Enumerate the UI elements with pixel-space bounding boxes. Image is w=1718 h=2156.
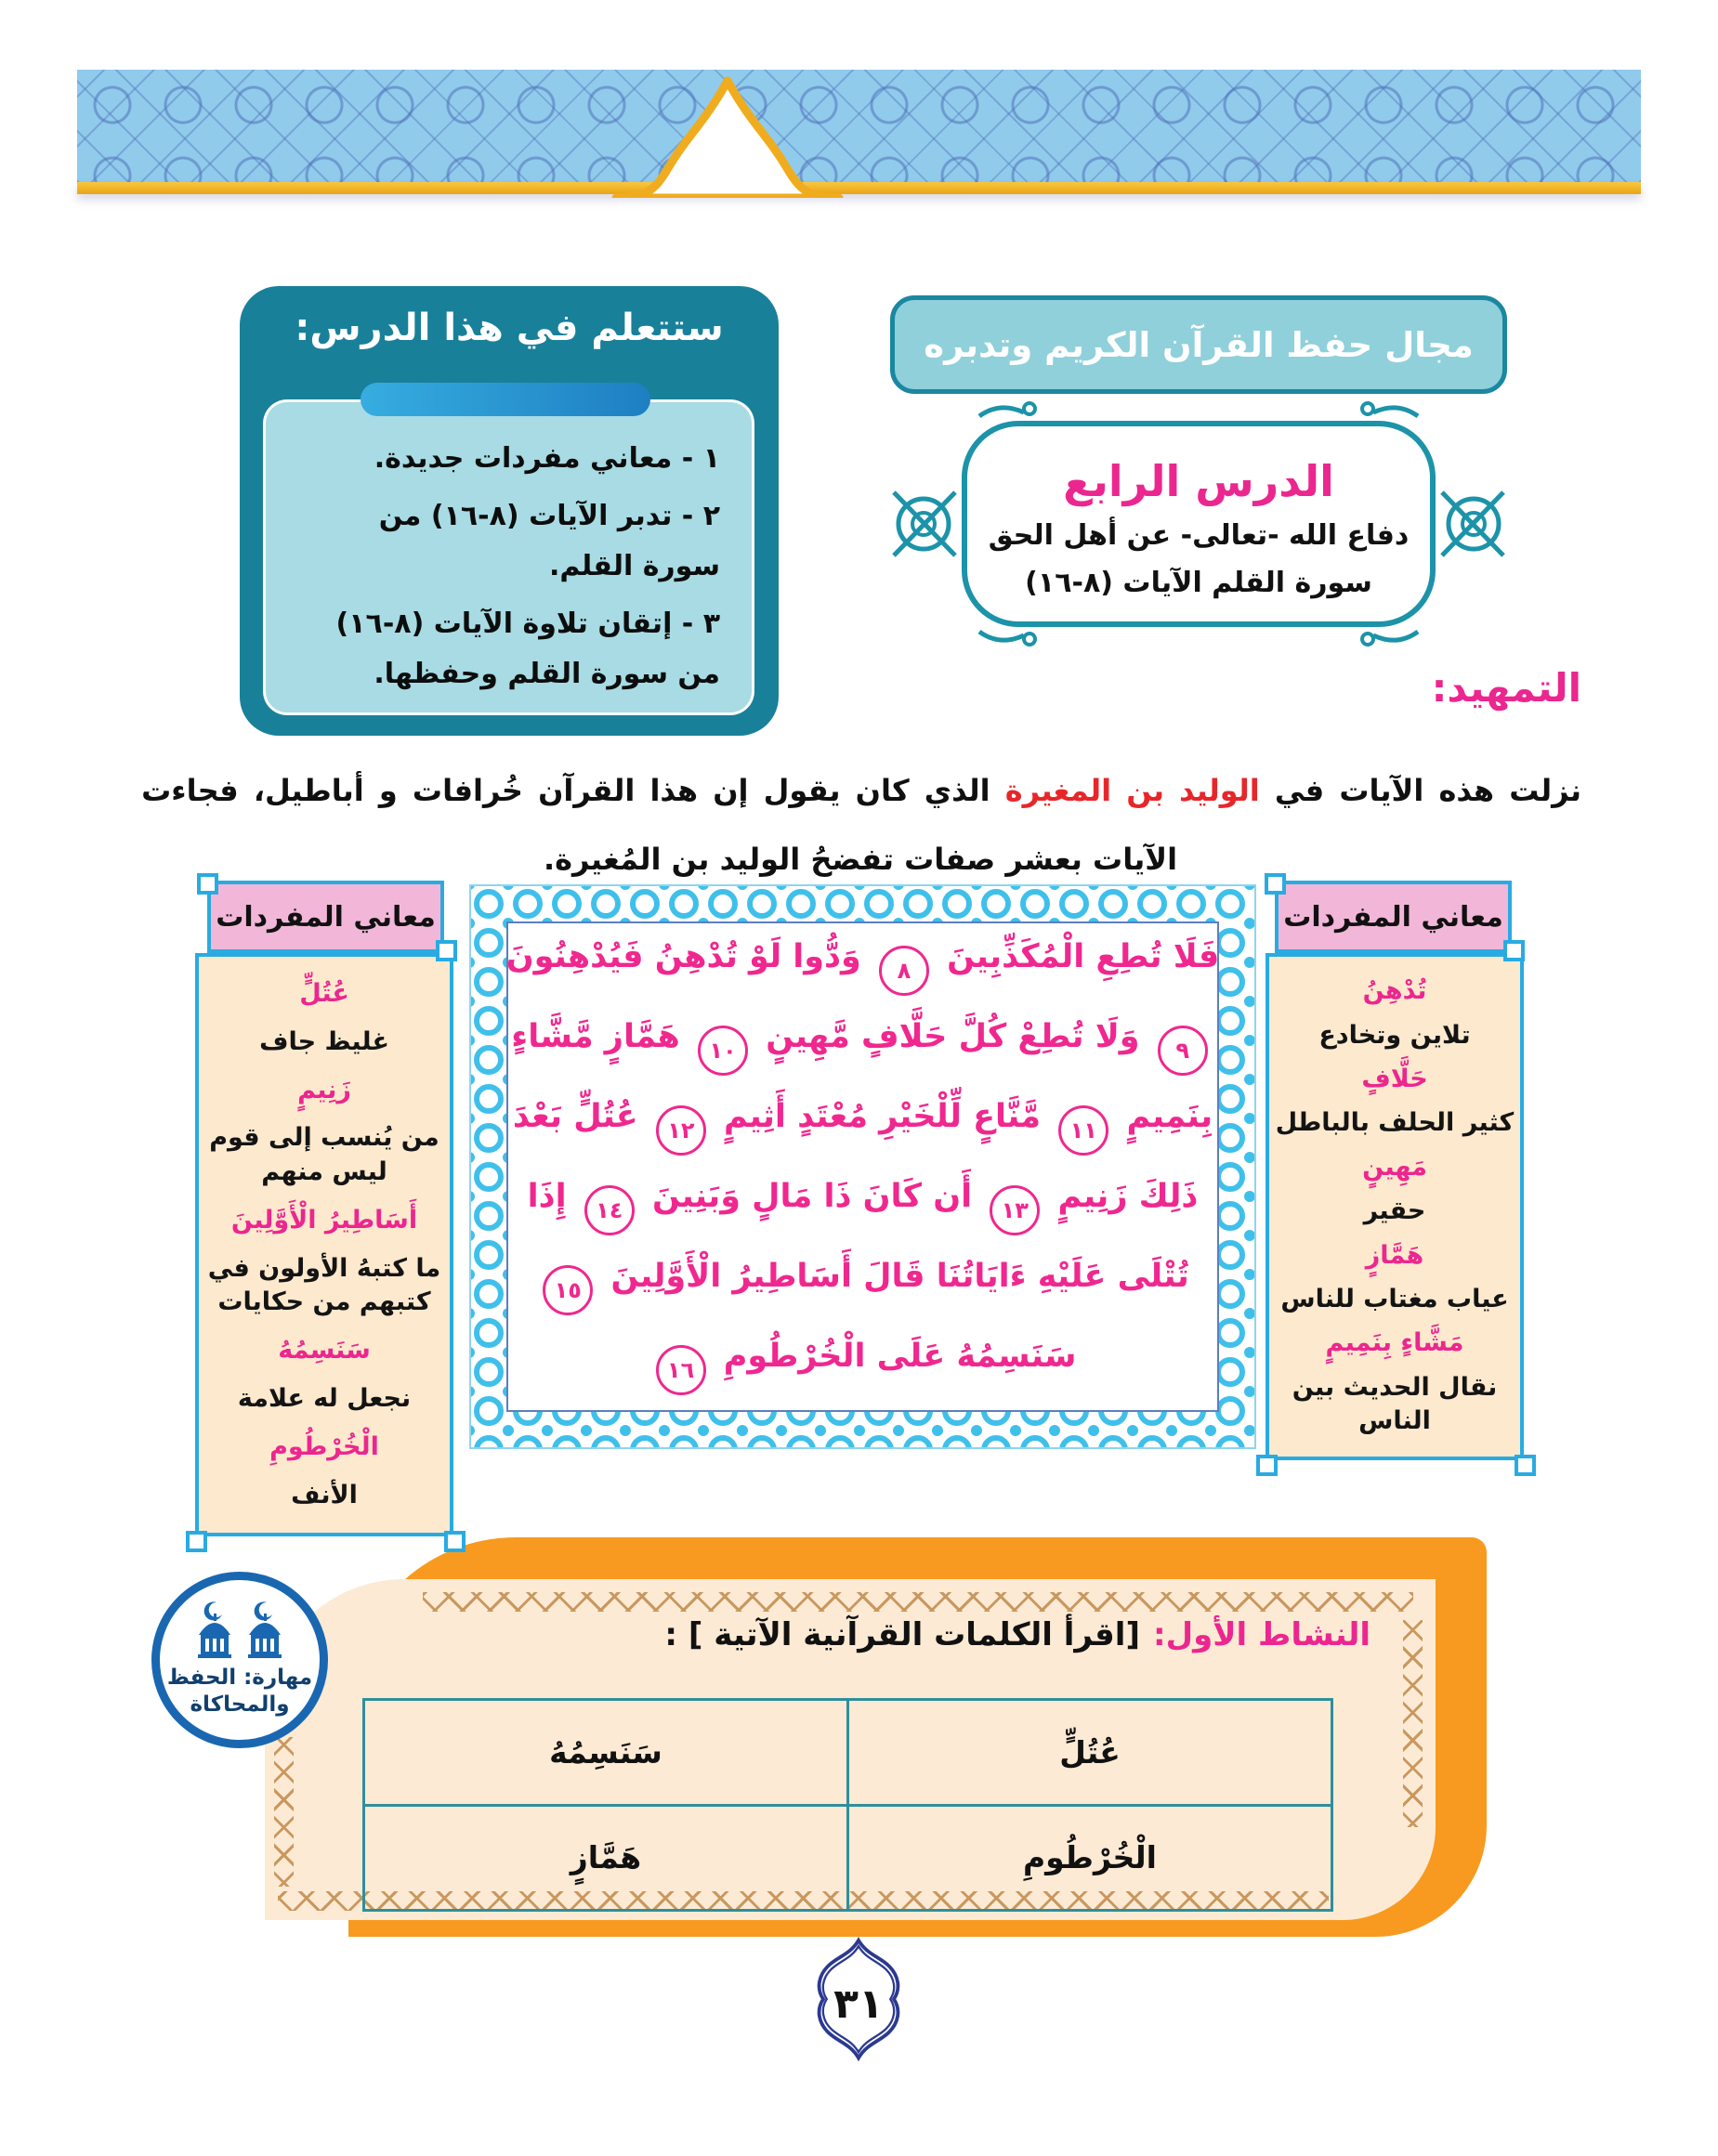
vocab-left-body [195, 953, 453, 1536]
notch-decoration [1503, 940, 1525, 961]
objectives-list [263, 399, 754, 715]
objectives-box [240, 286, 779, 736]
vocab-left-title: معاني المفردات [216, 900, 436, 934]
diamond-border [423, 1592, 1413, 1612]
vocab-word: مَهِينٍ [1362, 1152, 1427, 1182]
vocab-meaning: نقال الحديث بين الناس [1292, 1372, 1498, 1435]
ayah-number-marker: ١٣ [990, 1185, 1040, 1235]
vocab-word: هَمَّازٍ [1365, 1240, 1424, 1270]
skill-icons [194, 1601, 285, 1659]
table-cell: الْخُرْطُومِ [848, 1805, 1332, 1911]
vocab-meaning: ما كتبهُ الأولون في كتبهم من حكايات [207, 1253, 441, 1317]
arch-ornament-icon [588, 72, 867, 198]
diamond-border [1403, 1620, 1423, 1827]
lesson-topic: دفاع الله -تعالى- عن أهل الحق [988, 519, 1410, 552]
ayah-number-marker: ١٢ [656, 1105, 706, 1156]
skill-badge-line1: مهارة: الحفظ [166, 1666, 313, 1691]
vocab-word: الْخُرْطُومِ [269, 1431, 379, 1461]
page-number: ٣١ [833, 1980, 884, 2028]
vocab-right-body [1266, 953, 1524, 1460]
vocab-word: زَنِيمٍ [297, 1075, 351, 1104]
activity-label: النشاط الأول: [1152, 1616, 1370, 1653]
vocab-left-header [207, 881, 444, 953]
objectives-title: ستتعلم في هذا الدرس: [295, 307, 724, 349]
vocab-word: سَنَسِمُهُ [278, 1336, 371, 1365]
intro-text-after: الذي كان يقول إن هذا القرآن خُرافات و أباطيل، فجاءت [141, 773, 1005, 808]
table-cell: سَنَسِمُهُ [364, 1700, 848, 1806]
vocab-meaning: من يُنسب إلى قوم ليس منهم [209, 1123, 439, 1186]
ayah-number-marker: ١٠ [698, 1026, 748, 1076]
diamond-border [274, 1737, 294, 1887]
notch-decoration [436, 940, 457, 961]
notch-decoration [444, 1531, 466, 1552]
ayah-number-marker: ٩ [1158, 1026, 1208, 1076]
ayah-number-marker: ١١ [1058, 1105, 1108, 1156]
skill-badge-line2: والمحاكاة [190, 1692, 290, 1717]
mosque-icon [194, 1601, 235, 1659]
ayah-number-marker: ١٥ [543, 1265, 593, 1315]
ayah-number-marker: ١٦ [656, 1345, 706, 1395]
activity-section [265, 1537, 1487, 1937]
objective-item-3: ٣ - إتقان تلاوة الآيات (٨-١٦) من سورة القلم وحفظها. [335, 608, 720, 690]
quran-line-2: ٩ وَلَا تُطِعْ كُلَّ حَلَّافٍ مَّهِينٍ ١٠ هَمَّازٍ مَّشَّاءٍ [511, 1018, 1213, 1076]
quran-line-1: فَلَا تُطِعِ الْمُكَذِّبِينَ ٨ وَدُّوا لَوْ تُدْهِنُ فَيُدْهِنُونَ [506, 938, 1220, 996]
activity-instruction: [اقرأ الكلمات القرآنية الآتية ] : [664, 1616, 1140, 1653]
activity-title [664, 1616, 1370, 1653]
vocab-word: حَلَّافٍ [1361, 1065, 1428, 1094]
notch-decoration [1265, 873, 1286, 895]
intro-text-before: نزلت هذه الآيات في [1259, 773, 1581, 808]
page-number-ornament [799, 1937, 918, 2078]
field-badge-label: مجال حفظ القرآن الكريم وتدبره [924, 324, 1474, 365]
quran-line-4: ذَلِكَ زَنِيمٍ ١٣ أَن كَانَ ذَا مَالٍ وَبَنِينَ ١٤ إِذَا [528, 1178, 1199, 1235]
intro-paragraph-line1 [139, 773, 1581, 808]
ayah-number-marker: ٨ [879, 946, 929, 996]
activity-panel [265, 1579, 1436, 1920]
objective-item-2: ٢ - تدبر الآيات (٨-١٦) من سورة القلم. [378, 500, 720, 582]
table-cell: عُتُلٍّ [848, 1700, 1332, 1806]
vocab-right-title: معاني المفردات [1283, 900, 1503, 934]
objective-item-1: ١ - معاني مفردات جديدة. [374, 442, 720, 475]
lesson-number-title: الدرس الرابع [1063, 456, 1334, 506]
lesson-verse-range: سورة القلم الآيات (٨-١٦) [1025, 567, 1372, 599]
vocab-word: عُتُلٍّ [299, 978, 349, 1008]
vocab-word: تُدْهِنُ [1362, 976, 1427, 1006]
notch-decoration [197, 873, 218, 895]
vocab-word: مَشَّاءٍ بِنَمِيمٍ [1325, 1328, 1464, 1358]
vocab-meaning: تلاين وتخادع [1318, 1020, 1471, 1050]
field-badge [890, 295, 1507, 394]
notch-decoration [1515, 1455, 1536, 1476]
notch-decoration [186, 1531, 207, 1552]
mosque-icon [244, 1601, 285, 1659]
table-cell: هَمَّازٍ [364, 1805, 848, 1911]
quran-line-6: سَنَسِمُهُ عَلَى الْخُرْطُومِ ١٦ [649, 1338, 1077, 1395]
intro-paragraph-line2: الآيات بعشر صفات تفضحُ الوليد بن المُغيرة. [543, 842, 1178, 877]
vocab-meaning: غليظ جاف [259, 1026, 389, 1056]
vocab-meaning: نجعل له علامة [237, 1383, 412, 1413]
table-row [364, 1700, 1332, 1806]
highlighted-name: الوليد بن المغيرة [1004, 773, 1260, 808]
vocab-word: أَسَاطِيرُ الْأَوَّلِينَ [230, 1205, 418, 1235]
ayah-number-marker: ١٤ [584, 1185, 635, 1235]
skill-badge [151, 1572, 328, 1748]
quran-text [505, 927, 1220, 1406]
accent-pill [361, 383, 650, 416]
table-row [364, 1805, 1332, 1911]
vocab-meaning: الأنف [291, 1480, 358, 1509]
quran-line-5: تُتْلَى عَلَيْهِ ءَايَاتُنَا قَالَ أَسَاطِيرُ الْأَوَّلِينَ ١٥ [536, 1258, 1188, 1315]
vocab-right-header [1275, 881, 1512, 953]
quran-line-3: بِنَمِيمٍ ١١ مَّنَّاعٍ لِّلْخَيْرِ مُعْتَدٍ أَثِيمٍ ١٢ عُتُلٍّ بَعْدَ [513, 1098, 1213, 1156]
quran-verses-frame [469, 884, 1256, 1449]
lesson-title-frame [890, 398, 1507, 654]
intro-heading: التمهيد: [1431, 665, 1581, 711]
quran-words-table [362, 1698, 1333, 1912]
vocab-meaning: عياب مغتاب للناس [1280, 1284, 1509, 1313]
notch-decoration [1256, 1455, 1278, 1476]
vocab-meaning: حقير [1363, 1196, 1426, 1226]
vocab-meaning: كثير الحلف بالباطل [1275, 1108, 1515, 1138]
